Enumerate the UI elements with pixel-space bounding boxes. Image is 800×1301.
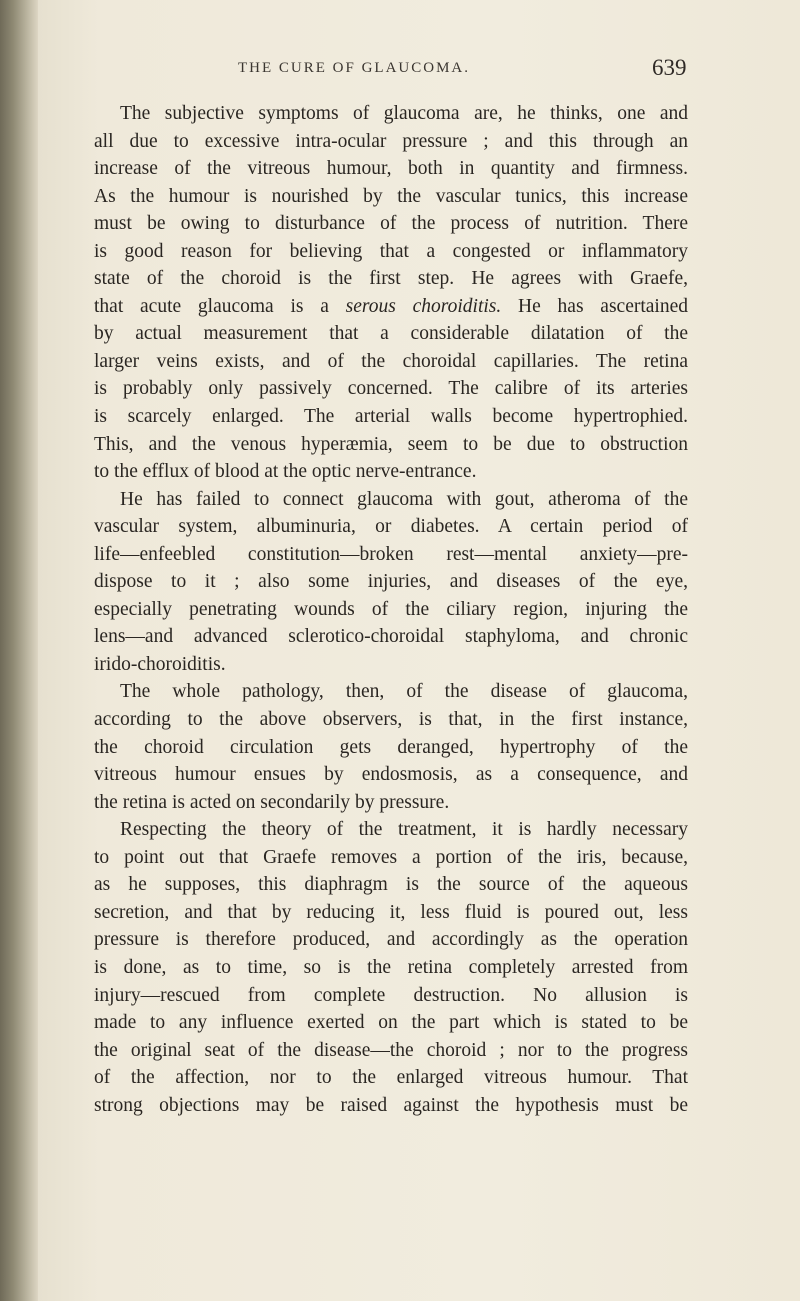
running-head: THE CURE OF GLAUCOMA. bbox=[238, 60, 471, 76]
book-binding-shadow bbox=[0, 0, 38, 1301]
text-line: lens—and advanced sclerotico-choroidal staphyloma, and chronic bbox=[94, 626, 688, 648]
text-line: secretion, and that by reducing it, less fluid is poured out, less bbox=[94, 901, 688, 923]
text-line: As the humour is nourished by the vascular tunics, this increase bbox=[94, 185, 688, 207]
text-line: is good reason for believing that a congested or inflammatory bbox=[94, 240, 688, 262]
text-line: pressure is therefore produced, and accordingly as the operation bbox=[94, 929, 688, 951]
text-line: vascular system, albuminuria, or diabetes. A certain period of bbox=[94, 516, 688, 538]
text-line: by actual measurement that a considerable dilatation of the bbox=[94, 323, 688, 345]
text-line: especially penetrating wounds of the ciliary region, injuring the bbox=[94, 598, 688, 620]
body-text bbox=[94, 100, 688, 1119]
text-line: He has failed to connect glaucoma with gout, atheroma of the bbox=[120, 488, 688, 510]
text-line: the original seat of the disease—the choroid ; nor to the progress bbox=[94, 1039, 688, 1061]
text-line: The whole pathology, then, of the disease of glaucoma, bbox=[120, 681, 688, 703]
text-line: the choroid circulation gets deranged, hypertrophy of the bbox=[94, 736, 688, 758]
text-line: The subjective symptoms of glaucoma are, he thinks, one and bbox=[120, 103, 688, 124]
text-line: as he supposes, this diaphragm is the source of the aqueous bbox=[94, 874, 688, 896]
text-line: state of the choroid is the first step. He agrees with Graefe, bbox=[94, 268, 688, 290]
text-line: life—enfeebled constitution—broken rest—mental anxiety—pre- bbox=[94, 543, 688, 565]
text-segment: He has ascertained bbox=[518, 295, 688, 317]
text-line: made to any influence exerted on the part which is stated to be bbox=[94, 1012, 688, 1034]
text-line: injury—rescued from complete destruction. No allusion is bbox=[94, 984, 688, 1006]
text-line: must be owing to disturbance of the process of nutrition. There bbox=[94, 213, 688, 235]
italic-term: serous choroiditis. bbox=[345, 295, 502, 317]
page-header bbox=[38, 55, 800, 84]
text-line: dispose to it ; also some injuries, and diseases of the eye, bbox=[94, 571, 688, 593]
page-number: 639 bbox=[652, 55, 687, 80]
text-line: vitreous humour ensues by endosmosis, as a consequence, and bbox=[94, 764, 688, 786]
text-line: is done, as to time, so is the retina completely arrested from bbox=[94, 956, 688, 978]
text-line: according to the above observers, is that, in the first instance, bbox=[94, 709, 688, 731]
text-line: all due to excessive intra-ocular pressure ; and this through an bbox=[94, 130, 688, 152]
text-line: of the affection, nor to the enlarged vitreous humour. That bbox=[94, 1067, 688, 1089]
text-line-with-italic bbox=[94, 293, 688, 321]
text-line: larger veins exists, and of the choroidal capillaries. The retina bbox=[94, 350, 688, 372]
text-line: is scarcely enlarged. The arterial walls become hypertrophied. bbox=[94, 406, 688, 428]
book-page bbox=[38, 0, 800, 1301]
text-line: to the efflux of blood at the optic nerve-entrance. bbox=[94, 461, 477, 483]
text-line: the retina is acted on secondarily by pressure. bbox=[94, 791, 450, 813]
text-line: Respecting the theory of the treatment, it is hardly necessary bbox=[120, 819, 688, 841]
text-line: strong objections may be raised against the hypothesis must be bbox=[94, 1094, 688, 1116]
text-line: increase of the vitreous humour, both in quantity and firmness. bbox=[94, 158, 688, 180]
text-line: to point out that Graefe removes a portion of the iris, because, bbox=[94, 846, 688, 868]
text-line: irido-choroiditis. bbox=[94, 653, 226, 675]
text-line: is probably only passively concerned. The calibre of its arteries bbox=[94, 378, 688, 400]
text-line: This, and the venous hyperæmia, seem to be due to obstruction bbox=[94, 433, 688, 455]
text-segment: that acute glaucoma is a bbox=[94, 295, 329, 317]
